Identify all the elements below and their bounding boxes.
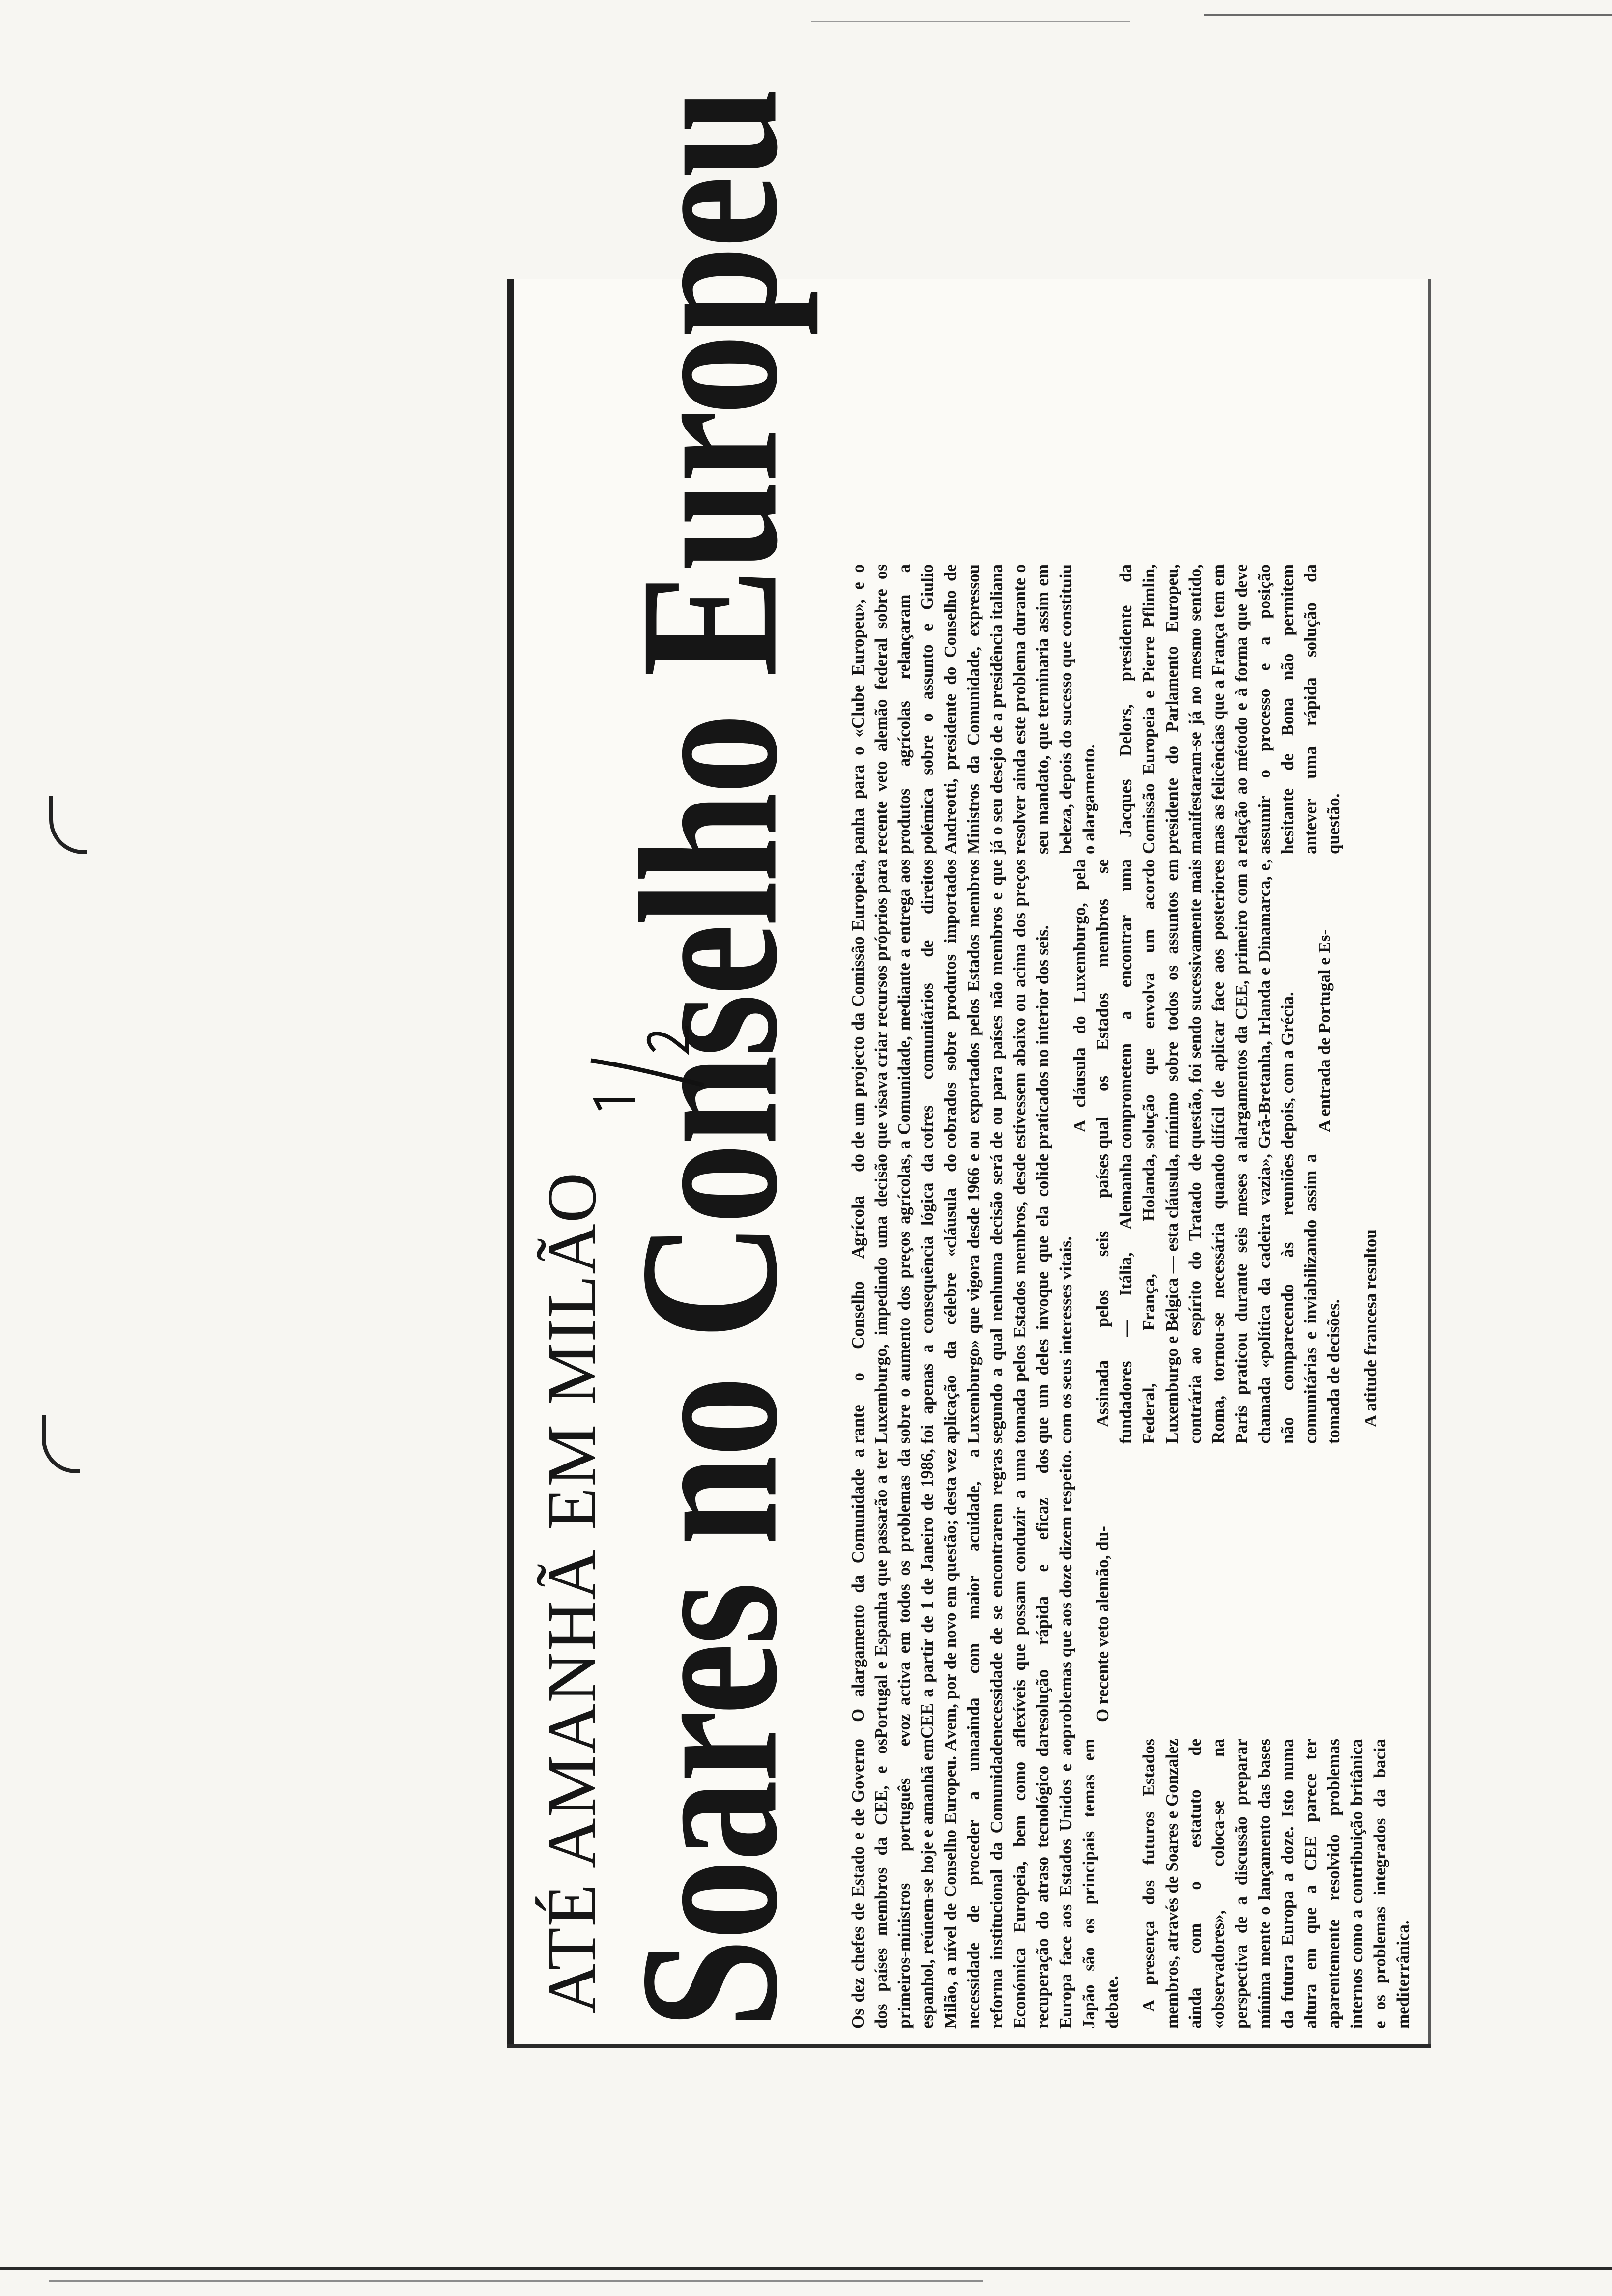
article-column-3 bbox=[846, 1154, 1396, 1444]
binder-hole-mark bbox=[49, 796, 87, 854]
binder-hole-mark bbox=[42, 1415, 80, 1473]
article-paragraph: rante o Conselho Agrícola do Luxemburgo, impedindo uma decisão sobre o aumento dos preços agrícolas, foi apenas a consequência lógica da aplicação da célebre «cláusula do Luxemburgo» que vigora desde 1966 e segundo a qual nenhuma decisão será tomada pelos Estados membros, desde que um deles invoque que ela colide com os seus interesses vitais. bbox=[848, 1154, 1075, 1444]
article-paragraph: Jacques Delors, presidente da Comissão Europeia e Pierre Pflimlin, presidente do Parlamento Europeu, manifestaram-se já no mesmo sentido, mas as felicências que a França tem em relação ao método e à forma que deve assumir o processo e a posição hesitante de Bona não permitem antever uma rápida solução da questão. bbox=[1116, 564, 1343, 854]
scan-artifact-top-faint bbox=[811, 21, 1130, 22]
article-column-4 bbox=[846, 859, 1350, 1149]
scan-artifact-bottom-faint bbox=[49, 2280, 983, 2282]
scan-artifact-top bbox=[1204, 14, 1612, 16]
article-column-2 bbox=[846, 1449, 1128, 1739]
handwritten-fraction-mark bbox=[581, 1021, 709, 1119]
article-paragraph: de um projecto da Comissão Europeia, que visava criar recursos próprios para a Comunidade, mediante a entrega aos cofres comunitários de direitos cobrados sobre produtos importados ou exportados pelos Estados membros de ou para países não membros e que estivessem abaixo ou acima dos preços praticados no interior dos seis. bbox=[848, 859, 1052, 1149]
scan-artifact-bottom bbox=[0, 2267, 1612, 2270]
article-paragraph: A atitude francesa resultou bbox=[1361, 1229, 1380, 1427]
article-paragraph: A cláusula do Luxemburgo, pela qual os Estados membros se comprometem a encontrar uma solução que envolva um acordo mínimo sobre todos os assuntos em questão, foi sendo sucessivamente mais difícil de aplicar face aos posteriores alargamentos da CEE, primeiro com a Grã-Bretanha, Irlanda e Dinamarca, e, depois, com a Grécia. bbox=[1070, 859, 1297, 1149]
article-column-5 bbox=[846, 564, 1359, 854]
article-lead-paragraph: Os dez chefes de Estado e de Governo dos países membros da CEE, e os primeiros-ministros português e espanhol, reúnem-se hoje e amanhã em Milão, a nível de Conselho Europeu. A necessidade de proceder a uma reforma institucional da Comunidade Económica Europeia, bem como a recuperação do atraso tecnológico da Europa face aos Estados Unidos e ao Japão são os principais temas em debate. bbox=[848, 1739, 1122, 2029]
article-kicker: ATÉ AMANHÃ EM MILÃO bbox=[533, 1171, 610, 2014]
article-headline: Soares no Conselho Europeu bbox=[600, 89, 819, 2029]
article-column-1 bbox=[846, 1739, 1428, 2029]
article-paragraph: Assinada pelos seis países fundadores — Itália, Alemanha Federal, França, Holanda, Luxemburgo e Bélgica — esta cláusula, contrária ao espírito do Tratado de Roma, tornou-se necessária quando Paris praticou durante seis meses a chamada «política da cadeira vazia», não comparecendo às reuniões comunitárias e inviabilizando assim a tomada de decisões. bbox=[1093, 1154, 1343, 1444]
article-paragraph: A entrada de Portugal e Es- bbox=[1315, 929, 1334, 1132]
article-paragraph: panha para o «Clube Europeu», e o recente veto alemão federal sobre os produtos agrícolas relançaram a polémica sobre o assunto e Giulio Andreotti, presidente do Conselho de Ministros da Comunidade, expressou já o seu desejo de a presidência italiana resolver ainda este problema durante o seu mandato, que terminaria assim em beleza, depois do sucesso que constituiu o alargamento. bbox=[848, 564, 1098, 854]
article-paragraph: A presença dos futuros Estados membros, através de Soares e Gonzalez ainda com o estatuto de «observadores», coloca-se na perspectiva de a discussão preparar mínima mente o lançamento das bases da futura Europa a doze. Isto numa altura em que a CEE parece ter aparentemente resolvido problemas internos como a contribuição britânica e os problemas integrados da bacia mediterrânica. bbox=[1139, 1739, 1412, 2029]
clipping-rule-bottom bbox=[1428, 279, 1431, 2048]
article-paragraph: O recente veto alemão, du- bbox=[1093, 1526, 1112, 1722]
clipping-rule-left bbox=[507, 2044, 1431, 2048]
clipping-rule-top bbox=[507, 279, 514, 2048]
article-paragraph: O alargamento da Comunidade a Portugal e Espanha que passarão a ter voz activa em todos os problemas da CEE a partir de 1 de Janeiro de 1986, vem, por de novo em questão; desta vez ainda com maior acuidade, a necessidade de se encontrarem regras flexíveis que possam conduzir a uma resolução rápida e eficaz dos problemas que aos doze dizem respeito. bbox=[848, 1449, 1075, 1739]
newspaper-clipping bbox=[507, 89, 1431, 2048]
